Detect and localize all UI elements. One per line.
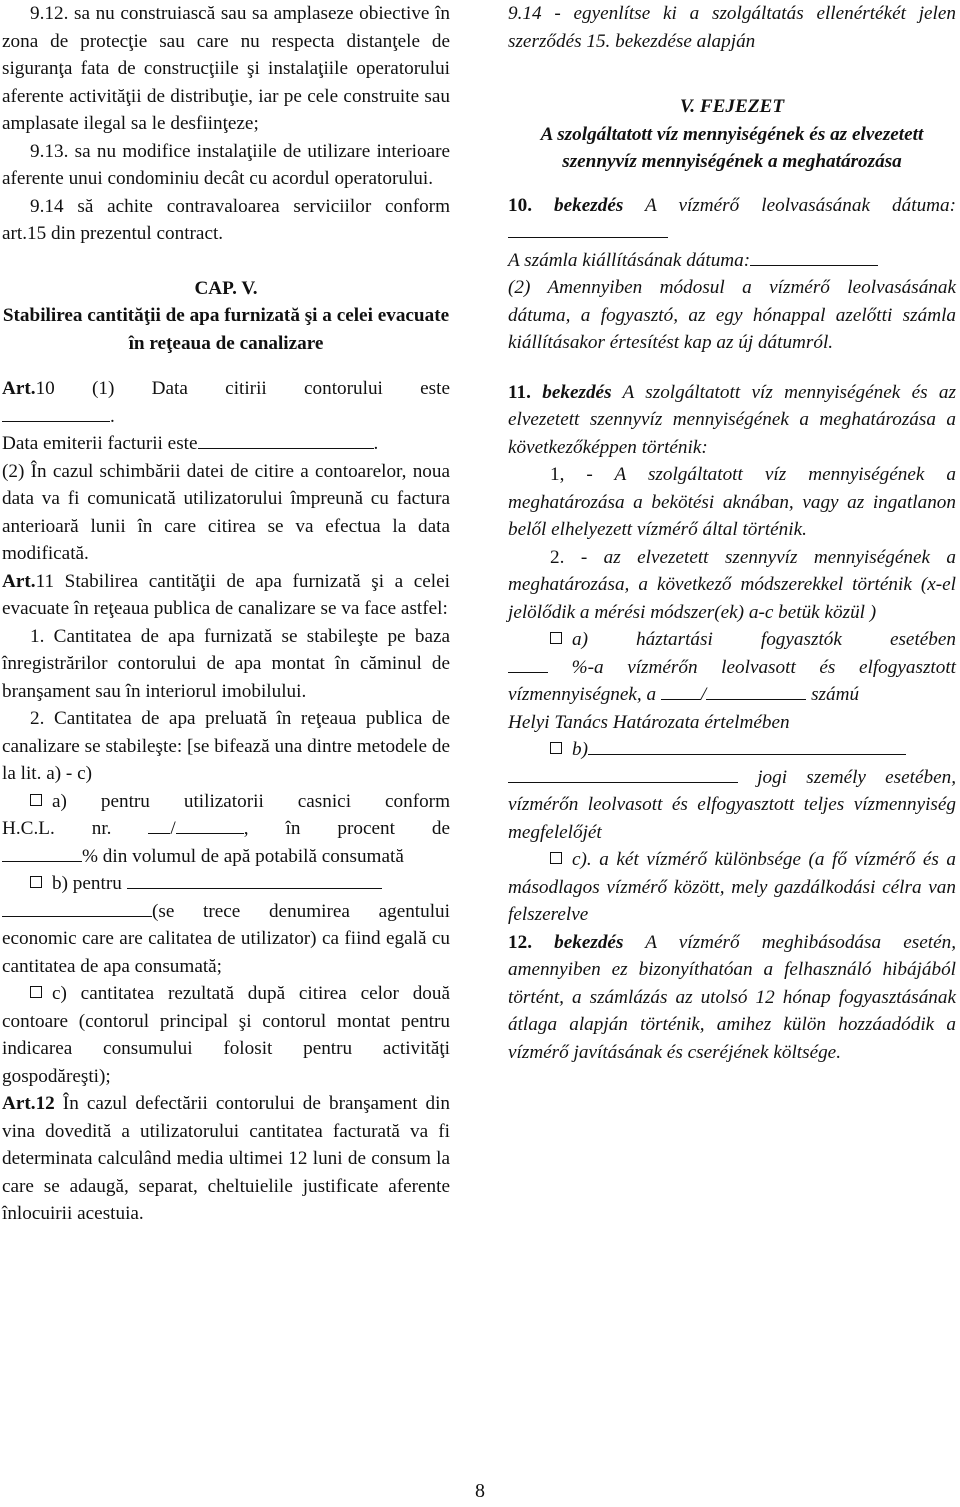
section-10-date	[508, 219, 956, 247]
blank-line[interactable]	[508, 654, 548, 672]
option-a-hu[interactable]: a) háztartási fogyasztók esetében	[508, 626, 956, 654]
section-10-hu: 10. bekezdés A vízmérő leolvasásának dátuma:	[508, 194, 956, 216]
article-text: (1) Data citirii contorului este	[54, 378, 450, 399]
section-10-paragraph-2: (2) Amennyiben módosul a vízmérő leolvasásának dátuma, a fogyasztó, az egy hónappal azelőtti számla kiállításakor értesítést kap az új dátumról.	[508, 277, 956, 353]
checkbox-icon[interactable]	[550, 632, 562, 644]
option-c-hu[interactable]: c). a két vízmérő különbsége (a fő vízmérő és a másodlagos vízmérő között, mely gazdálkodási célra van felszerelve	[508, 849, 956, 925]
chapter-title-hu: A szolgáltatott víz mennyiségének és az elvezetett szennyvíz mennyiségének a meghatározása	[540, 123, 924, 172]
left-column	[2, 0, 450, 1228]
art-10-paragraph-2: (2) În cazul schimbării datei de citire a contoarelor, noua data va fi comunicată utilizatorului împreună cu factura anterioară lunii în care citirea se va efectua la data modificată.	[2, 460, 450, 564]
clause-text: sa nu construiască sau sa amplaseze obiective în zona de protecţie sau care nu respecta distanţele de siguranţa fata de construcţiile şi instalaţiile operatorului aferente activităţii de distribuţie, iar pe cele construite sau amplasate ilegal sa le desfiinţeze;	[2, 3, 450, 134]
blank-line[interactable]	[661, 682, 701, 700]
section-11-item-2: 2. - az elvezetett szennyvíz mennyiségének a meghatározása, a következő módszerekkel történik (x-el jelölődik a mérési módszer(ek) a-c betük közül )	[508, 546, 956, 623]
art-11-item-1: 1. Cantitatea de apa furnizată se stabileşte pe baza înregistrărilor contorului de apa montat în căminul de branşament sau în interiorul imobilului.	[2, 625, 450, 702]
article-label: Art.	[2, 1093, 36, 1114]
checkbox-icon[interactable]	[550, 852, 562, 864]
art-11: Art.11 Stabilirea cantităţii de apa furnizată şi a celei evacuate în reţeaua publica de canalizare se va face astfel:	[2, 570, 450, 619]
option-a-percent: % din volumul de apă potabilă consumată	[2, 843, 450, 871]
blank-line[interactable]	[176, 816, 244, 834]
right-column	[508, 0, 956, 1066]
blank-line[interactable]	[706, 682, 806, 700]
blank-line[interactable]	[588, 737, 906, 755]
option-b-hu[interactable]: b)	[508, 736, 956, 764]
option-c[interactable]: c) cantitatea rezultată după citirea celor două contoare (contorul principal şi contorul montat pentru indicarea consumului folosit pentru activităţi gospodăreşti);	[2, 983, 450, 1087]
article-label: Art.	[2, 378, 36, 399]
blank-line[interactable]	[127, 871, 382, 889]
section-11-hu: 11. bekezdés A szolgáltatott víz mennyiségének és az elvezetett szennyvíz mennyiségének a meghatározása a következőképpen történik:	[508, 381, 956, 458]
blank-line[interactable]	[198, 431, 374, 449]
clause-9-14: 9.14 să achite contravaloarea serviciilor conform art.15 din prezentul contract.	[2, 195, 450, 244]
checkbox-icon[interactable]	[30, 794, 42, 806]
article-number: 10	[35, 378, 55, 399]
chapter-title: Stabilirea cantităţii de apa furnizată şi a celei evacuate în reţeaua de canalizare	[2, 305, 450, 354]
page-number: 8	[475, 1480, 485, 1502]
checkbox-icon[interactable]	[30, 986, 42, 998]
option-b-hu-text: jogi személy esetében, vízmérőn leolvasott és elfogyasztott teljes vízmennyiség megfelelőjét	[508, 764, 956, 847]
checkbox-icon[interactable]	[550, 742, 562, 754]
blank-line[interactable]	[2, 898, 152, 916]
blank-line[interactable]	[508, 220, 668, 238]
checkbox-icon[interactable]	[30, 876, 42, 888]
section-11-item-1: 1, - A szolgáltatott víz mennyiségének a meghatározása a bekötési aknában, vagy az ingatlanon belől elhelyezett vízmérő által történik.	[508, 464, 956, 540]
art-10-line	[2, 375, 450, 403]
clause-number: 9.13.	[30, 140, 69, 162]
clause-9-14-hu: 9.14 - egyenlítse ki a szolgáltatás ellenértékét jelen szerződés 15. bekezdése alapján	[508, 3, 956, 52]
option-a-hu-helyi: Helyi Tanács Határozata értelmében	[508, 711, 790, 733]
article-number: 12	[35, 1093, 55, 1114]
section-10-invoice-date: A számla kiállításának dátuma:	[508, 247, 956, 275]
art-12: Art.12 În cazul defectării contorului de branşament din vina dovedită a utilizatorului cantitatea facturată va fi determinata calculând media ultimei 12 luni de consum la care se adaugă, separat, cheltuielile justificate aferente înlocuirii acestuia.	[2, 1093, 450, 1224]
blank-line[interactable]	[2, 843, 82, 861]
clause-text: sa nu modifice instalaţiile de utilizare interioare aferente unui condominiu decât cu acordul operatorului.	[2, 140, 450, 189]
chapter-heading-hu: V. FEJEZET	[679, 96, 785, 117]
article-label: Art.	[2, 570, 36, 592]
clause-number: 9.12.	[30, 3, 69, 24]
option-b[interactable]: b) pentru	[2, 870, 450, 898]
art-10-date-line: .	[2, 403, 450, 431]
art-10-invoice-date: Data emiterii facturii este .	[2, 430, 450, 458]
blank-line[interactable]	[508, 764, 738, 782]
blank-line[interactable]	[750, 247, 878, 265]
blank-line[interactable]	[2, 403, 110, 421]
article-number: 11	[35, 570, 55, 592]
art-11-item-2: 2. Cantitatea de apa preluată în reţeaua publica de canalizare se stabileşte: [se bifează una dintre metodele de la lit. a) - c)	[2, 708, 450, 784]
chapter-heading: CAP. V.	[194, 277, 258, 299]
clause-9-12	[2, 0, 450, 138]
option-a[interactable]: a) pentru utilizatorii casnici conform	[2, 788, 450, 816]
clause-9-13	[2, 138, 450, 193]
blank-line[interactable]	[148, 816, 170, 834]
option-a-hcl: H.C.L. nr. / , în procent de	[2, 815, 450, 843]
option-a-hu-percent: %-a vízmérőn leolvasott és elfogyasztott vízmennyiségnek, a / számú	[508, 654, 956, 709]
section-12-hu: 12. bekezdés A vízmérő meghibásodása esetén, amennyiben ez bizonyíthatóan a felhasználó hibájából történt, a számlázás az utolsó 12 hónap fogyasztásának átlaga alapján történik, amihez külön hozzáadódik a vízmérő javításának és cseréjének költsége.	[508, 931, 956, 1063]
option-b-text: (se trece denumirea agentului economic care are calitatea de utilizator) ca fiind egală cu cantitatea de apa consumată;	[2, 898, 450, 981]
